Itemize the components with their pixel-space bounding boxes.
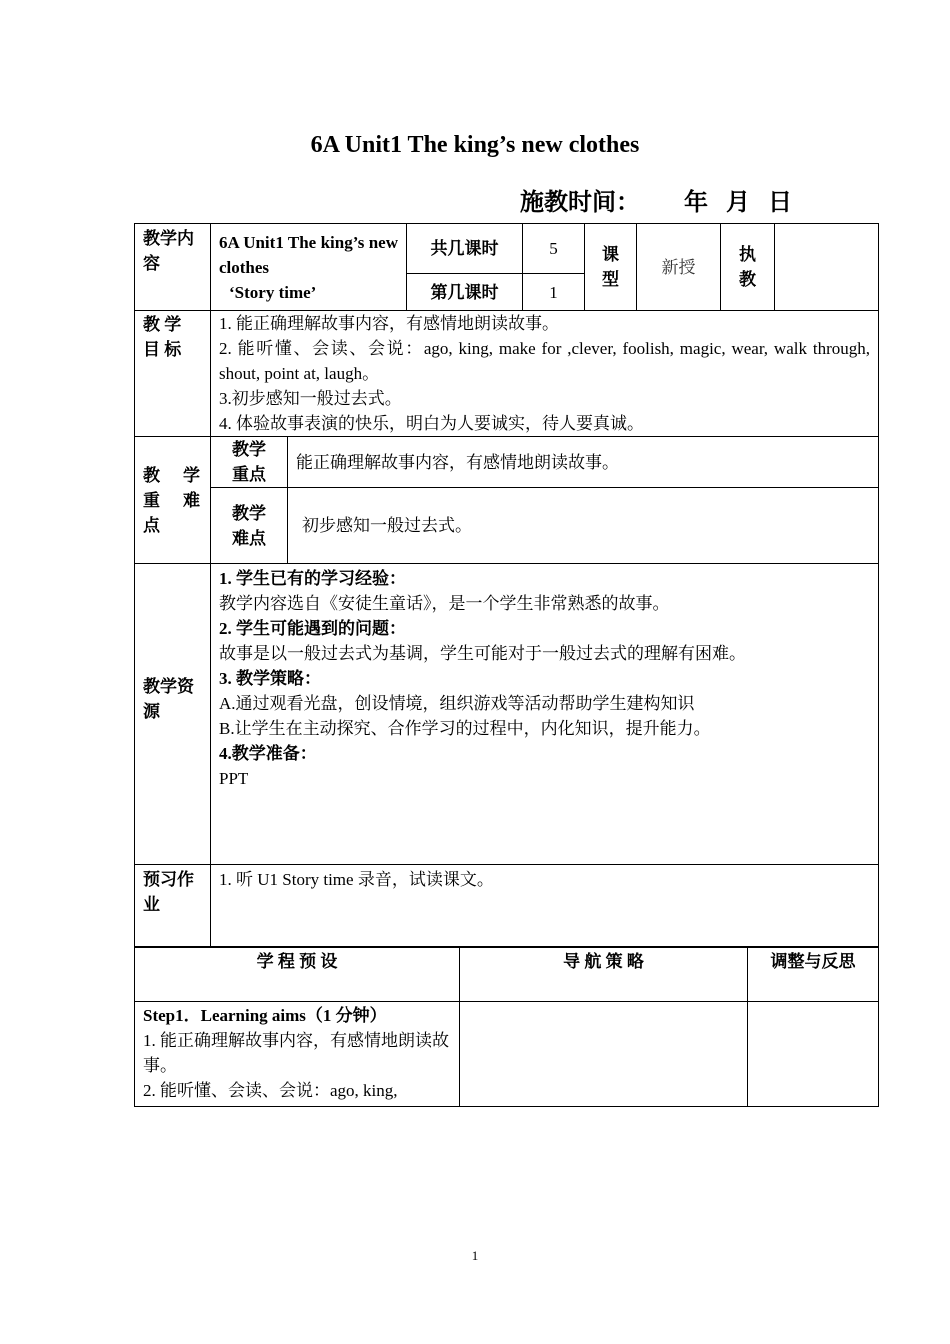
- preview-content-cell: [211, 865, 879, 948]
- content-value-cell: [211, 224, 407, 311]
- total-lessons-label: 共几课时: [430, 239, 499, 258]
- lesson-type-label-cell: [585, 224, 637, 311]
- content-label: 教学内容: [143, 229, 194, 273]
- key-point-value-cell: [288, 437, 879, 488]
- preview-label-cell: [135, 865, 211, 948]
- goal-item: 3.初步感知一般过去式。: [219, 389, 402, 408]
- goal-item: 1. 能正确理解故事内容，有感情地朗读故事。: [219, 314, 559, 333]
- resources-paragraph: 教学内容选自《安徒生童话》，是一个学生非常熟悉的故事。: [219, 594, 670, 613]
- key-point-label-cell: [211, 437, 288, 488]
- step-cell: [135, 1002, 460, 1107]
- lesson-no-label: 第几课时: [430, 282, 499, 302]
- process-col-header: [460, 947, 748, 1002]
- process-table: [134, 946, 879, 1107]
- document-title: 6A Unit1 The king’s new clothes: [310, 132, 640, 158]
- day-label: 日: [768, 190, 792, 216]
- goals-content-cell: [211, 311, 879, 437]
- resources-paragraph: B.让学生在主动探究、合作学习的过程中，内化知识，提升能力。: [219, 719, 711, 738]
- content-label-cell: [135, 224, 211, 311]
- strategy-cell: [460, 1002, 748, 1107]
- lesson-type-value-cell: [637, 224, 721, 311]
- resources-paragraph: PPT: [219, 769, 249, 788]
- resources-label-cell: [135, 564, 211, 865]
- lesson-no-value: 1: [549, 282, 558, 302]
- month-label: 月: [726, 190, 750, 216]
- resources-heading: 4.教学准备：: [219, 744, 317, 763]
- resources-heading: 2. 学生可能遇到的问题：: [219, 619, 406, 638]
- resources-heading: 3. 教学策略：: [219, 669, 321, 688]
- reflection-cell: [748, 1002, 879, 1107]
- preview-label: 预习作业: [143, 870, 194, 914]
- process-col-reflection: 调整与反思: [770, 952, 856, 971]
- teacher-label: 执教: [739, 245, 756, 289]
- content-value-subtitle: ‘Story time’: [229, 283, 317, 302]
- lesson-info-table: [134, 223, 879, 437]
- lesson-type-value: 新授: [661, 257, 696, 277]
- difficult-point-value: 初步感知一般过去式。: [302, 516, 472, 535]
- key-point-value: 能正确理解故事内容，有感情地朗读故事。: [296, 452, 619, 472]
- teacher-value-cell: [775, 224, 879, 311]
- difficult-point-label: 教学难点: [232, 503, 266, 548]
- resources-paragraph: A.通过观看光盘，创设情境，组织游戏等活动帮助学生建构知识: [219, 694, 695, 713]
- step-title: Step1．Learning aims（1 分钟）: [143, 1006, 387, 1025]
- difficult-point-label-cell: [211, 488, 288, 564]
- key-point-label: 教学重点: [232, 440, 266, 484]
- focus-label-cell: [135, 437, 211, 564]
- teaching-time-line: [520, 182, 792, 217]
- lesson-no-label-cell: [407, 274, 523, 311]
- process-col-plan: 学 程 预 设: [256, 952, 338, 971]
- resources-paragraph: 故事是以一般过去式为基调，学生可能对于一般过去式的理解有困难。: [219, 644, 746, 663]
- step-item: 2. 能听懂、会读、会说：ago, king,: [143, 1081, 398, 1100]
- focus-table: [134, 436, 879, 564]
- process-col-strategy: 导 航 策 略: [563, 952, 644, 971]
- focus-label: 教 学 重 难 点: [143, 465, 200, 535]
- teacher-label-cell: [721, 224, 775, 311]
- process-col-header: [748, 947, 879, 1002]
- resources-content-cell: [211, 564, 879, 865]
- resources-heading: 1. 学生已有的学习经验：: [219, 569, 406, 588]
- total-lessons-label-cell: [407, 224, 523, 274]
- lesson-type-label: 课型: [602, 245, 619, 289]
- goals-label: 教 学 目 标: [143, 315, 182, 359]
- goals-label-cell: [135, 311, 211, 437]
- resources-label: 教学资源: [143, 677, 194, 721]
- goal-item: 2. 能听懂、会读、会说：ago, king, make for ,clever, foolish, magic, wear, walk through, shout, point at, laugh。: [219, 339, 870, 383]
- content-value-title: 6A Unit1 The king’s new clothes: [219, 233, 398, 277]
- total-lessons-value-cell: [523, 224, 585, 274]
- difficult-point-value-cell: [288, 488, 879, 564]
- goal-item: 4. 体验故事表演的快乐，明白为人要诚实，待人要真诚。: [219, 414, 644, 433]
- step-item: 1. 能正确理解故事内容，有感情地朗读故事。: [143, 1031, 449, 1075]
- process-col-header: [135, 947, 460, 1002]
- teaching-time-label: 施教时间：: [520, 190, 640, 216]
- preview-value: 1. 听 U1 Story time 录音，试读课文。: [219, 870, 494, 889]
- year-label: 年: [684, 190, 708, 216]
- total-lessons-value: 5: [549, 239, 558, 258]
- page-number: 1: [471, 1248, 479, 1263]
- resources-table: [134, 563, 879, 948]
- lesson-no-value-cell: [523, 274, 585, 311]
